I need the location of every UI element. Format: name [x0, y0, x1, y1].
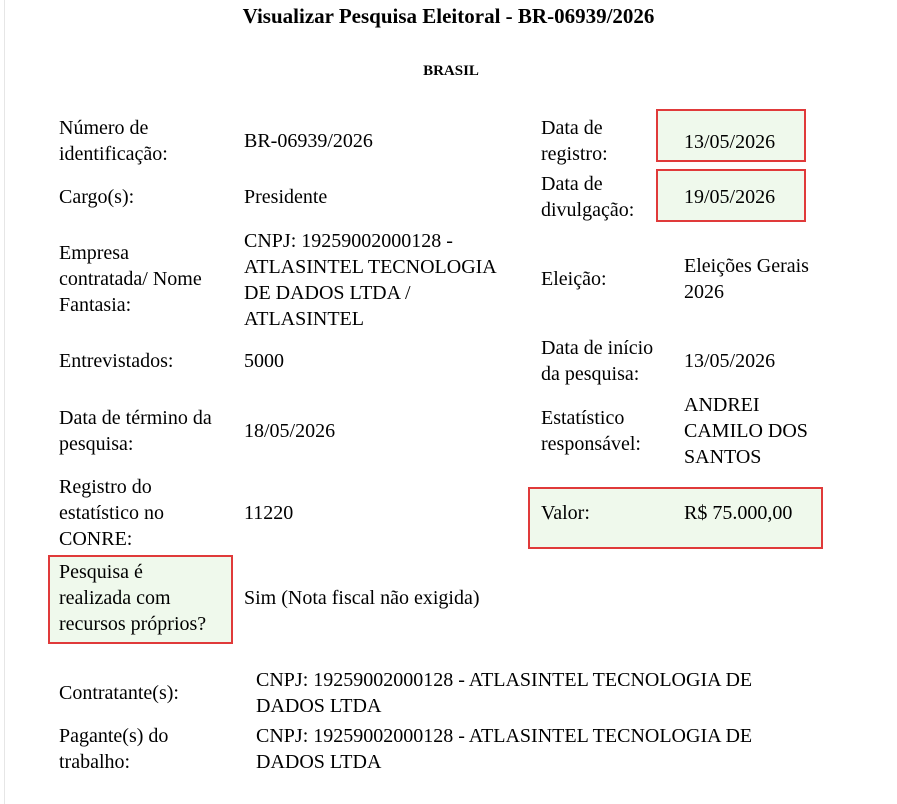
value-data-registro: 13/05/2026	[684, 131, 776, 153]
value-numero-identificacao: BR-06939/2026	[244, 130, 373, 152]
label-eleicao: Eleição:	[541, 268, 607, 290]
value-data-inicio: 13/05/2026	[684, 350, 776, 372]
value-pagantes: CNPJ: 19259002000128 - ATLASINTEL TECNOLOGIA DE DADOS LTDA	[256, 725, 753, 773]
label-data-termino: Data de término da pesquisa:	[59, 407, 212, 455]
value-valor: R$ 75.000,00	[684, 502, 793, 524]
label-data-registro: Data de registro:	[541, 117, 608, 165]
label-empresa: Empresa contratada/ Nome Fantasia:	[59, 242, 202, 316]
page-title: Visualizar Pesquisa Eleitoral - BR-06939/2026	[242, 4, 655, 28]
value-entrevistados: 5000	[244, 350, 284, 372]
value-data-divulgacao: 19/05/2026	[684, 186, 776, 208]
value-eleicao: Eleições Gerais 2026	[684, 255, 809, 303]
label-estatistico: Estatístico responsável:	[541, 407, 641, 455]
label-valor: Valor:	[541, 502, 590, 524]
value-estatistico: ANDREI CAMILO DOS SANTOS	[684, 394, 808, 468]
value-contratantes: CNPJ: 19259002000128 - ATLASINTEL TECNOLOGIA DE DADOS LTDA	[256, 669, 753, 717]
country-heading: BRASIL	[423, 63, 479, 79]
value-cargos: Presidente	[244, 186, 328, 208]
label-pagantes: Pagante(s) do trabalho:	[59, 725, 169, 773]
label-recursos-proprios: Pesquisa é realizada com recursos próprios?	[59, 561, 207, 635]
label-entrevistados: Entrevistados:	[59, 350, 174, 372]
value-recursos-proprios: Sim (Nota fiscal não exigida)	[244, 587, 480, 609]
label-data-divulgacao: Data de divulgação:	[541, 173, 635, 221]
page-edge	[4, 0, 5, 804]
value-empresa: CNPJ: 19259002000128 - ATLASINTEL TECNOLOGIA DE DADOS LTDA / ATLASINTEL	[244, 230, 497, 330]
value-data-termino: 18/05/2026	[244, 420, 336, 442]
label-registro-conre: Registro do estatístico no CONRE:	[59, 476, 164, 550]
value-registro-conre: 11220	[244, 502, 294, 524]
label-contratantes: Contratante(s):	[59, 682, 179, 704]
label-numero-identificacao: Número de identificação:	[59, 117, 168, 165]
label-cargos: Cargo(s):	[59, 186, 135, 208]
label-data-inicio: Data de início da pesquisa:	[541, 337, 654, 385]
